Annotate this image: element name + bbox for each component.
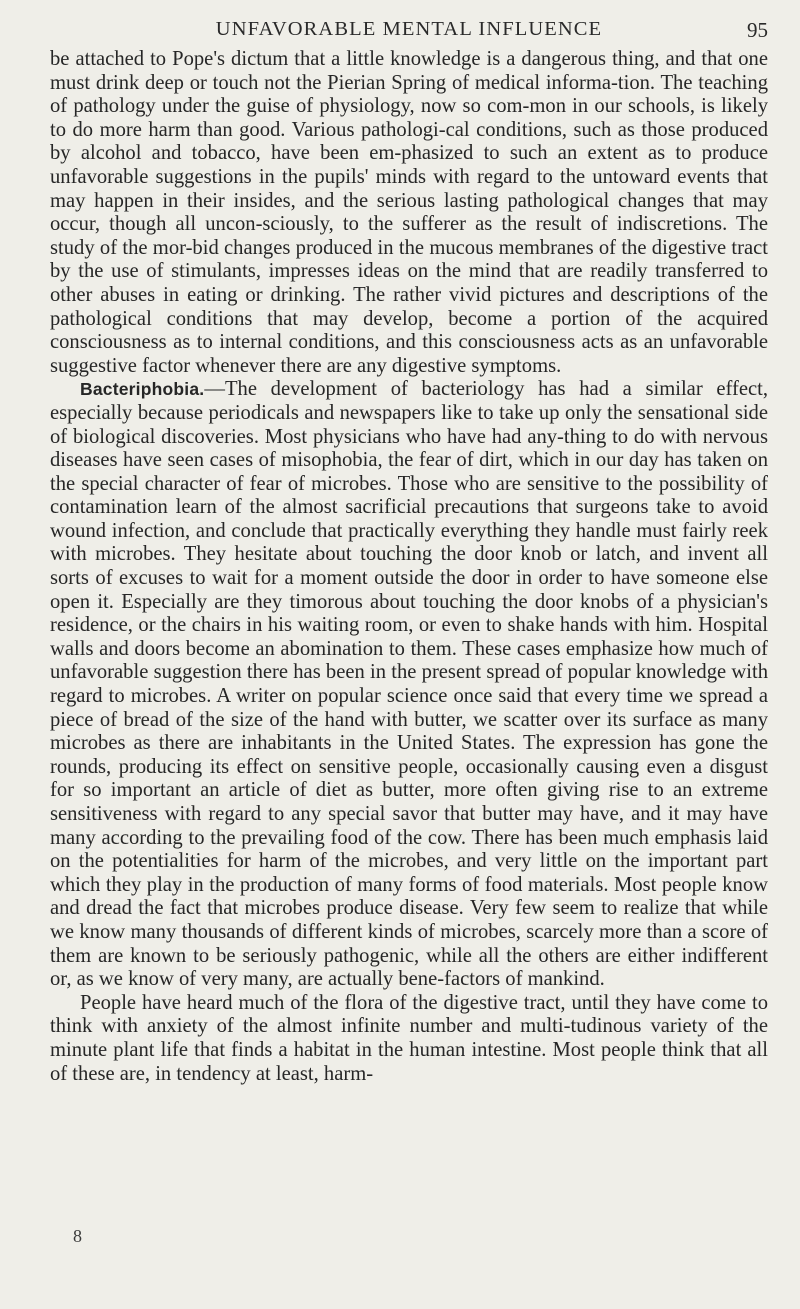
paragraph-1-text: be attached to Pope's dictum that a little knowledge is a dangerous thing, and that one must drink deep or touch not the Pierian Spring of medical informa-tion. The teaching of pathology under the guise of physiology, now so com-mon in our schools, is likely to do more harm than good. Various pathologi-cal conditions, such as those produced by alcohol and tobacco, have been em-phasized to such an extent as to produce unfavorable suggestions in the pupils' minds with regard to the untoward events that may happen in their insides, and the serious lasting pathological changes that may occur, though all uncon-sciously, to the sufferer as the result of indiscretions. The study of the mor-bid changes produced in the mucous membranes of the digestive tract by the use of stimulants, impresses ideas on the mind that are readily transferred to other abuses in eating or drinking. The rather vivid pictures and descriptions of the pathological conditions that may develop, become a portion of the acquired consciousness as to internal conditions, and this consciousness acts as an unfavorable suggestive factor whenever there are any digestive symptoms. <box>50 48 768 377</box>
running-title: UNFAVORABLE MENTAL INFLUENCE <box>215 18 603 40</box>
paragraph-3 <box>50 992 768 1086</box>
paragraph-3-text: People have heard much of the flora of the digestive tract, until they have come to think with anxiety of the almost infinite number and multi-tudinous variety of the minute plant life that finds a habitat in the human intestine. Most people think that all of these are, in tendency at least, harm- <box>50 991 768 1085</box>
section-heading: Bacteriphobia. <box>80 379 205 400</box>
paragraph-1 <box>50 48 768 378</box>
body-text <box>50 48 768 1086</box>
paragraph-2-text: —The development of bacteriology has had a similar effect, especially because periodicals and newspapers like to take up only the sensational side of biological discoveries. Most physicians who have had any-thing to do with nervous diseases have seen cases of misophobia, the fear of dirt, which in our day has taken on the special character of fear of microbes. Those who are sensitive to the possibility of contamination learn of the almost sacrificial precautions that surgeons take to avoid wound infection, and conclude that practically everything they handle must fairly reek with microbes. They hesitate about touching the door knob or latch, and invent all sorts of excuses to wait for a moment outside the door in order to have someone else open it. Especially are they timorous about touching the door knobs of a physician's residence, or the chairs in his waiting room, or even to shake hands with him. Hospital walls and doors become an abomination to them. These cases emphasize how much of unfavorable suggestion there has been in the present spread of popular knowledge with regard to microbes. A writer on popular science once said that every time we spread a piece of bread of the size of the hand with butter, we scatter over its surface as many microbes as there are inhabitants in the United States. The expression has gone the rounds, producing its effect on sensitive people, occasionally causing even a disgust for so important an article of diet as butter, more often giving rise to an extreme sensitiveness with regard to any special savor that butter may have, and it may have many according to the prevailing food of the cow. There has been much emphasis laid on the potentialities for harm of the microbes, and very little on the important part which they play in the production of many forms of food materials. Most people know and dread the fact that microbes produce disease. Very few seem to realize that while we know many thousands of different kinds of microbes, scarcely more than a score of them are known to be seriously pathogenic, while all the others are either indifferent or, as we know of very many, are actually bene-factors of mankind. <box>50 378 768 991</box>
signature-mark: 8 <box>73 1226 82 1246</box>
running-head <box>50 18 768 44</box>
paragraph-2 <box>50 378 768 991</box>
page-number: 95 <box>747 18 768 42</box>
